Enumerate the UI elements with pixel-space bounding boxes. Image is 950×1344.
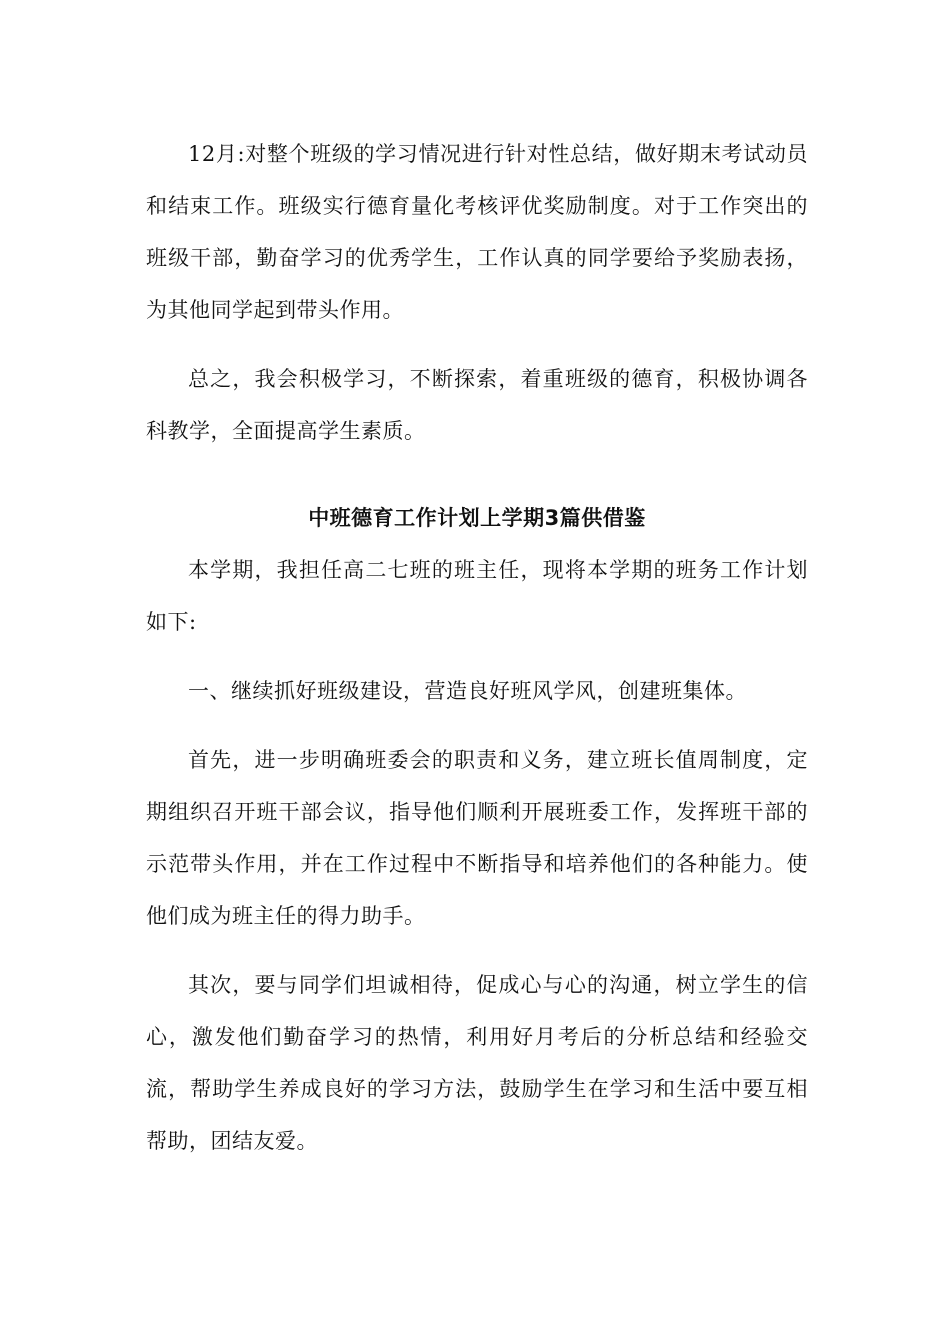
paragraph-conclusion: 总之，我会积极学习，不断探索，着重班级的德育，积极协调各科教学，全面提高学生素质。 <box>146 367 808 443</box>
paragraph-second: 其次，要与同学们坦诚相待，促成心与心的沟通，树立学生的信心，激发他们勤奋学习的热情，利用好月考后的分析总结和经验交流，帮助学生养成良好的学习方法，鼓励学生在学习和生活中要互相帮助，团结友爱。 <box>146 973 808 1153</box>
paragraph-first: 首先，进一步明确班委会的职责和义务，建立班长值周制度，定期组织召开班干部会议，指导他们顺利开展班委工作，发挥班干部的示范带头作用，并在工作过程中不断指导和培养他们的各种能力。使他们成为班主任的得力助手。 <box>146 748 808 928</box>
paragraph-point-one: 一、继续抓好班级建设，营造良好班风学风，创建班集体。 <box>188 679 747 703</box>
paragraph-intro: 本学期，我担任高二七班的班主任，现将本学期的班务工作计划如下: <box>146 558 808 634</box>
document-body <box>146 128 808 1167</box>
section-title: 中班德育工作计划上学期3篇供借鉴 <box>308 506 646 530</box>
paragraph-december-summary: 12月:对整个班级的学习情况进行针对性总结，做好期末考试动员和结束工作。班级实行德育量化考核评优奖励制度。对于工作突出的班级干部，勤奋学习的优秀学生，工作认真的同学要给予奖励表扬，为其他同学起到带头作用。 <box>146 142 808 322</box>
